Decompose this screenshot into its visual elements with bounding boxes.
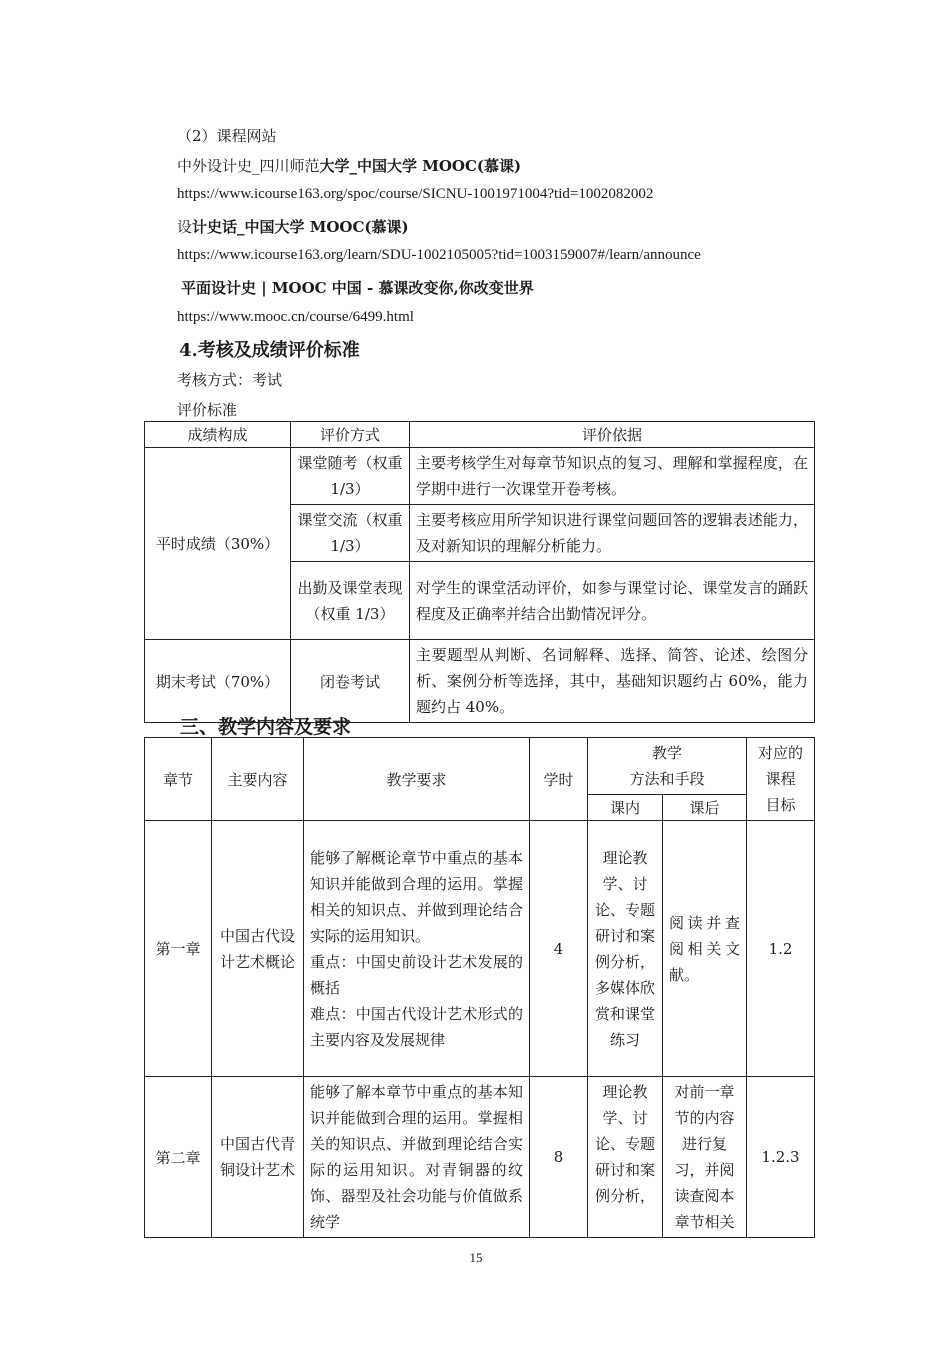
regular-basis-2: 主要考核应用所学知识进行课堂问题回答的逻辑表述能力，及对新知识的理解分析能力。	[410, 505, 815, 562]
header-main: 主要内容	[212, 738, 304, 821]
hours-1: 4	[530, 821, 588, 1077]
assessment-table	[144, 421, 815, 723]
header-component: 成绩构成	[145, 422, 291, 448]
final-component: 期末考试（70%）	[145, 640, 291, 723]
header-requirements: 教学要求	[304, 738, 530, 821]
header-in-class: 课内	[588, 795, 663, 821]
hours-2: 8	[530, 1077, 588, 1238]
in-class-1: 理论教学、讨论、专题研讨和案例分析，多媒体欣赏和课堂练习	[588, 821, 663, 1077]
main-1: 中国古代设计艺术概论	[212, 821, 304, 1077]
chapter-2: 第二章	[145, 1077, 212, 1238]
regular-method-1: 课堂随考（权重 1/3）	[291, 448, 410, 505]
header-chapter: 章节	[145, 738, 212, 821]
header-basis: 评价依据	[410, 422, 815, 448]
main-2: 中国古代青铜设计艺术	[212, 1077, 304, 1238]
header-after-class: 课后	[663, 795, 747, 821]
table-row	[145, 448, 815, 505]
table-row	[145, 1077, 815, 1238]
resource-title-2	[177, 216, 409, 237]
resource-title-1a: 中外设计史_四川师范	[177, 157, 320, 175]
table-row	[145, 640, 815, 723]
content-heading: 三、教学内容及要求	[180, 716, 352, 738]
regular-component: 平时成绩（30%）	[145, 448, 291, 640]
resource-title-2b: 计史话_中国大学 MOOC(慕课)	[192, 218, 409, 236]
goals-2: 1.2.3	[747, 1077, 815, 1238]
table-row	[145, 821, 815, 1077]
after-class-2: 对前一章节的内容进行复习，并阅读查阅本章节相关	[663, 1077, 747, 1238]
header-hours: 学时	[530, 738, 588, 821]
content-table	[144, 737, 815, 1238]
requirements-2: 能够了解本章节中重点的基本知识并能做到合理的运用。掌握相关的知识点、并做到理论结合实际的运用知识。对青铜器的纹饰、器型及社会功能与价值做系统学	[304, 1077, 530, 1238]
final-method: 闭卷考试	[291, 640, 410, 723]
criteria-label: 评价标准	[177, 401, 238, 419]
resource-url-3[interactable]: https://www.mooc.cn/course/6499.html	[177, 309, 414, 325]
page-number: 15	[469, 1250, 483, 1265]
assessment-method: 考核方式：考试	[177, 371, 283, 389]
resource-url-1[interactable]: https://www.icourse163.org/spoc/course/SICNU-1001971004?tid=1002082002	[177, 186, 654, 202]
resource-title-2a: 设	[177, 218, 193, 236]
regular-basis-1: 主要考核学生对每章节知识点的复习、理解和掌握程度，在学期中进行一次课堂开卷考核。	[410, 448, 815, 505]
assessment-header-row	[145, 422, 815, 448]
resource-url-2[interactable]: https://www.icourse163.org/learn/SDU-1002105005?tid=1003159007#/learn/announce	[177, 247, 701, 263]
regular-method-2: 课堂交流（权重 1/3）	[291, 505, 410, 562]
chapter-1: 第一章	[145, 821, 212, 1077]
assessment-heading: 4.考核及成绩评价标准	[179, 340, 360, 361]
header-method: 评价方式	[291, 422, 410, 448]
resources-label: （2）课程网站	[177, 127, 277, 145]
goals-1: 1.2	[747, 821, 815, 1077]
content-header-row	[145, 738, 815, 795]
resource-title-1b: 大学_中国大学 MOOC(慕课)	[319, 157, 522, 175]
regular-basis-3: 对学生的课堂活动评价，如参与课堂讨论、课堂发言的踊跃程度及正确率并结合出勤情况评分。	[410, 562, 815, 640]
in-class-2: 理论教学、讨论、专题研讨和案例分析，	[588, 1077, 663, 1238]
regular-method-3: 出勤及课堂表现（权重 1/3）	[291, 562, 410, 640]
resource-title-3b: 平面设计史 | MOOC 中国 - 慕课改变你,你改变世界	[181, 279, 534, 297]
resource-title-3	[181, 277, 534, 298]
header-methods: 教学 方法和手段	[588, 738, 747, 795]
after-class-1: 阅读并查阅相关文献。	[663, 821, 747, 1077]
resource-title-1	[177, 155, 521, 176]
requirements-1: 能够了解概论章节中重点的基本知识并能做到合理的运用。掌握相关的知识点、并做到理论结合实际的运用知识。 重点：中国史前设计艺术发展的概括 难点：中国古代设计艺术形式的主要内容及发展规律	[304, 821, 530, 1077]
final-basis: 主要题型从判断、名词解释、选择、简答、论述、绘图分析、案例分析等选择，其中，基础知识题约占 60%，能力题约占 40%。	[410, 640, 815, 723]
header-goals: 对应的 课程 目标	[747, 738, 815, 821]
